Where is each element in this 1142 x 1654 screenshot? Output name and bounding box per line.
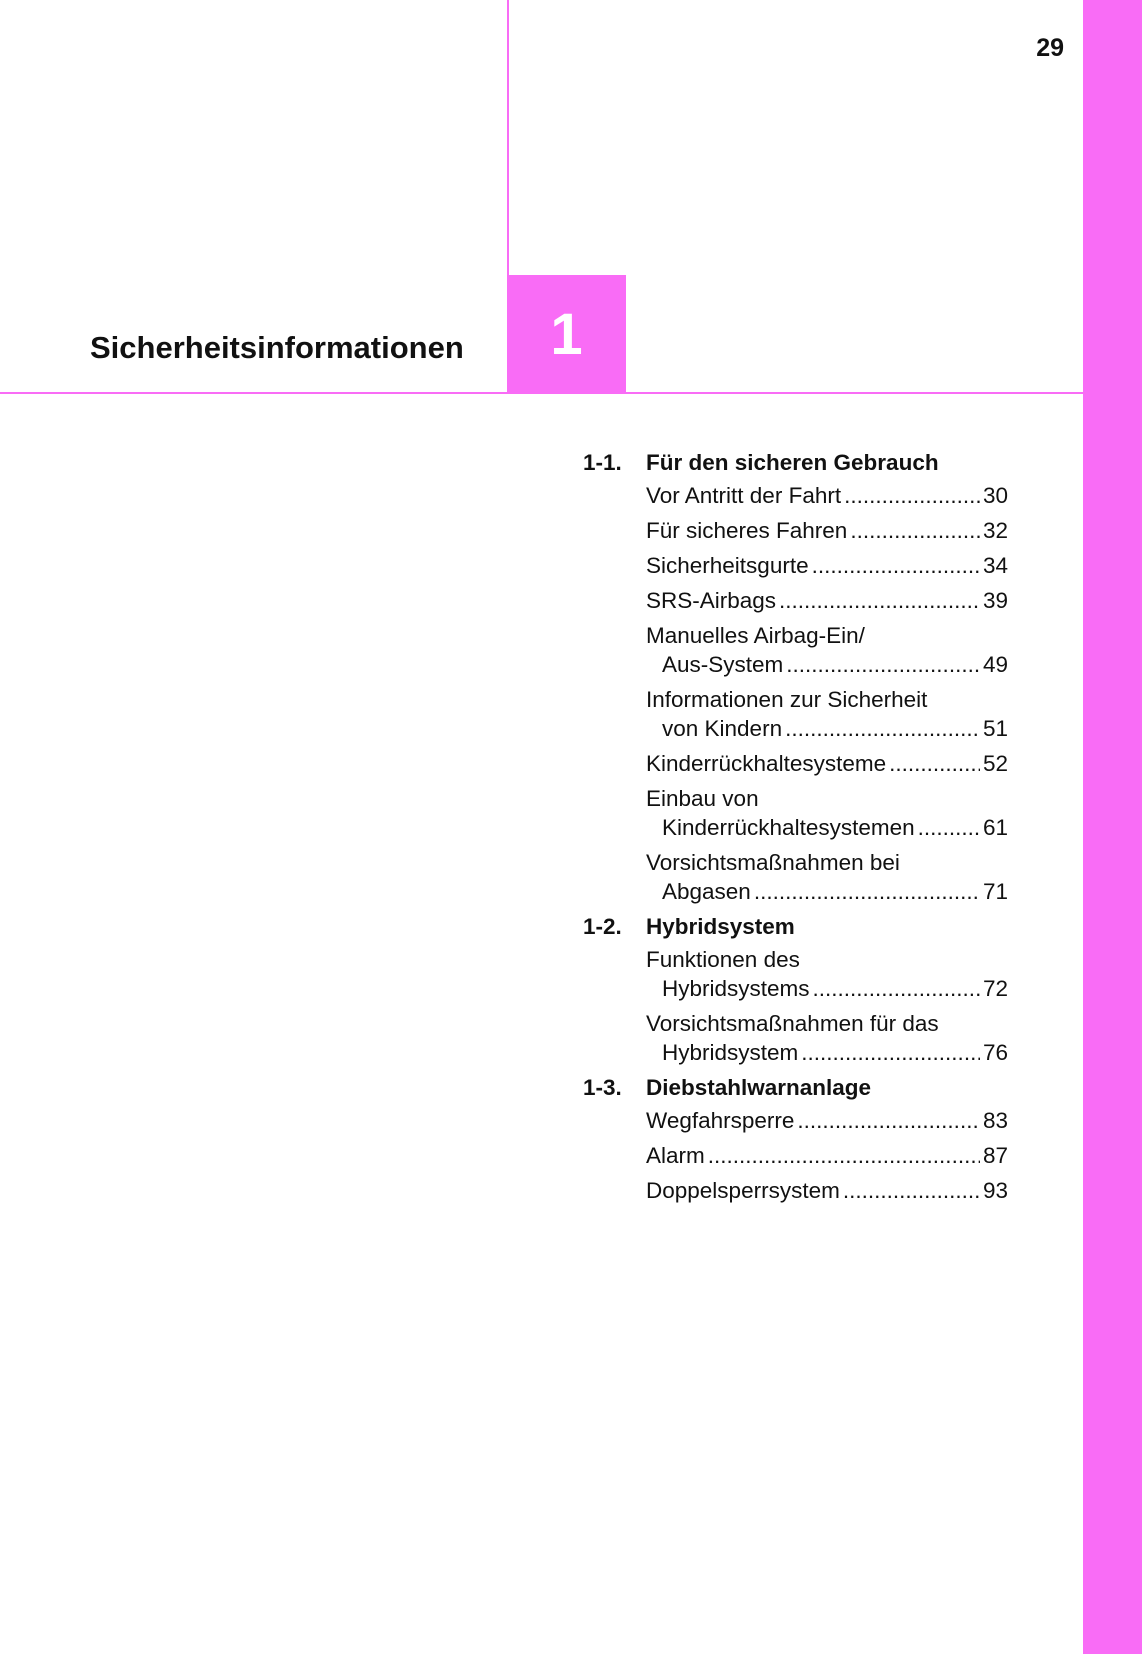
section-heading [583, 912, 1008, 941]
toc-entry-line [646, 650, 1008, 679]
toc-entry[interactable] [646, 749, 1008, 778]
dot-leader [754, 877, 980, 906]
toc-entry[interactable] [646, 621, 1008, 679]
toc-entry[interactable] [646, 945, 1008, 1003]
toc-entry[interactable] [646, 551, 1008, 580]
toc-section [583, 1073, 1008, 1205]
toc-entry-text: Kinderrückhaltesysteme [646, 751, 887, 776]
toc-entry-line [646, 481, 1008, 510]
dot-leader [786, 650, 980, 679]
toc-entry[interactable] [646, 1106, 1008, 1135]
section-heading [583, 448, 1008, 477]
toc-entry[interactable] [646, 516, 1008, 545]
dot-leader [850, 516, 980, 545]
toc-entry-text: Aus-System [662, 652, 784, 677]
toc-entry-line [646, 1106, 1008, 1135]
toc-entry-text: Hybridsystem [662, 1040, 799, 1065]
toc-entry-text: Kinderrückhaltesystemen [662, 815, 915, 840]
toc-entry-page: 87 [982, 1143, 1008, 1168]
toc-entry-line [646, 1141, 1008, 1170]
toc-entry-line [646, 877, 1008, 906]
toc-entry-line [646, 813, 1008, 842]
toc-entry-line [646, 714, 1008, 743]
dot-leader [918, 813, 980, 842]
toc-entry[interactable] [646, 481, 1008, 510]
toc-entry-text: SRS-Airbags [646, 588, 777, 613]
toc-entry-text-line1: Einbau von [646, 786, 759, 811]
toc-entry-text: von Kindern [662, 716, 783, 741]
dot-leader [889, 749, 980, 778]
toc-entry-text-line1: Manuelles Airbag-Ein/ [646, 623, 865, 648]
toc-entry-line [646, 1176, 1008, 1205]
dot-leader [708, 1141, 980, 1170]
toc-entry-text: Alarm [646, 1143, 705, 1168]
section-title: Hybridsystem [646, 914, 795, 939]
toc-entry-line [646, 1038, 1008, 1067]
toc-entry-page: 72 [982, 976, 1008, 1001]
toc-entry-text-line1: Informationen zur Sicherheit [646, 687, 928, 712]
toc-entry[interactable] [646, 1009, 1008, 1067]
toc-entry-page: 34 [982, 553, 1008, 578]
section-number: 1-3. [583, 1075, 622, 1100]
toc-entry-page: 93 [982, 1178, 1008, 1203]
page-number: 29 [1036, 34, 1064, 62]
dot-leader [785, 714, 980, 743]
section-title: Für den sicheren Gebrauch [646, 450, 939, 475]
toc-entry-page: 49 [982, 652, 1008, 677]
toc-entry-page: 39 [982, 588, 1008, 613]
toc-entry-line [646, 586, 1008, 615]
toc-entry[interactable] [646, 1176, 1008, 1205]
toc-entry-page: 76 [982, 1040, 1008, 1065]
toc-entry[interactable] [646, 784, 1008, 842]
chapter-title: Sicherheitsinformationen [90, 330, 464, 365]
toc-entry-text: Doppelsperrsystem [646, 1178, 840, 1203]
dot-leader [812, 551, 980, 580]
chapter-number-tab: 1 [507, 275, 626, 393]
toc-entry-page: 30 [982, 483, 1008, 508]
dot-leader [801, 1038, 980, 1067]
section-heading [583, 1073, 1008, 1102]
toc-entry-text: Wegfahrsperre [646, 1108, 795, 1133]
dot-leader [797, 1106, 980, 1135]
section-number: 1-2. [583, 914, 622, 939]
chapter-color-bar [1083, 0, 1142, 1654]
toc-entry-text: Für sicheres Fahren [646, 518, 848, 543]
toc-entry[interactable] [646, 1141, 1008, 1170]
toc-entry-line [646, 974, 1008, 1003]
toc-entry-text-line1: Vorsichtsmaßnahmen bei [646, 850, 900, 875]
toc-section [583, 448, 1008, 906]
toc-entry-page: 52 [982, 751, 1008, 776]
toc-entry-line [646, 551, 1008, 580]
toc-entry-page: 71 [982, 879, 1008, 904]
toc-entry-text: Vor Antritt der Fahrt [646, 483, 842, 508]
toc-entry-text: Abgasen [662, 879, 751, 904]
toc-entry[interactable] [646, 586, 1008, 615]
dot-leader [779, 586, 980, 615]
section-number: 1-1. [583, 450, 622, 475]
toc-entry-line [646, 516, 1008, 545]
toc-entry-page: 83 [982, 1108, 1008, 1133]
toc-entry-text-line1: Vorsichtsmaßnahmen für das [646, 1011, 939, 1036]
dot-leader [813, 974, 980, 1003]
toc-entry-page: 32 [982, 518, 1008, 543]
toc-entry-text: Sicherheitsgurte [646, 553, 809, 578]
toc-entry[interactable] [646, 685, 1008, 743]
toc-entry[interactable] [646, 848, 1008, 906]
toc-entry-text-line1: Funktionen des [646, 947, 800, 972]
toc-entry-page: 61 [982, 815, 1008, 840]
dot-leader [843, 1176, 980, 1205]
vertical-rule [507, 0, 509, 275]
section-title: Diebstahlwarnanlage [646, 1075, 872, 1100]
dot-leader [844, 481, 980, 510]
toc-entry-page: 51 [982, 716, 1008, 741]
table-of-contents [583, 448, 1008, 1211]
toc-entry-text: Hybridsystems [662, 976, 810, 1001]
toc-entry-line [646, 749, 1008, 778]
toc-section [583, 912, 1008, 1067]
